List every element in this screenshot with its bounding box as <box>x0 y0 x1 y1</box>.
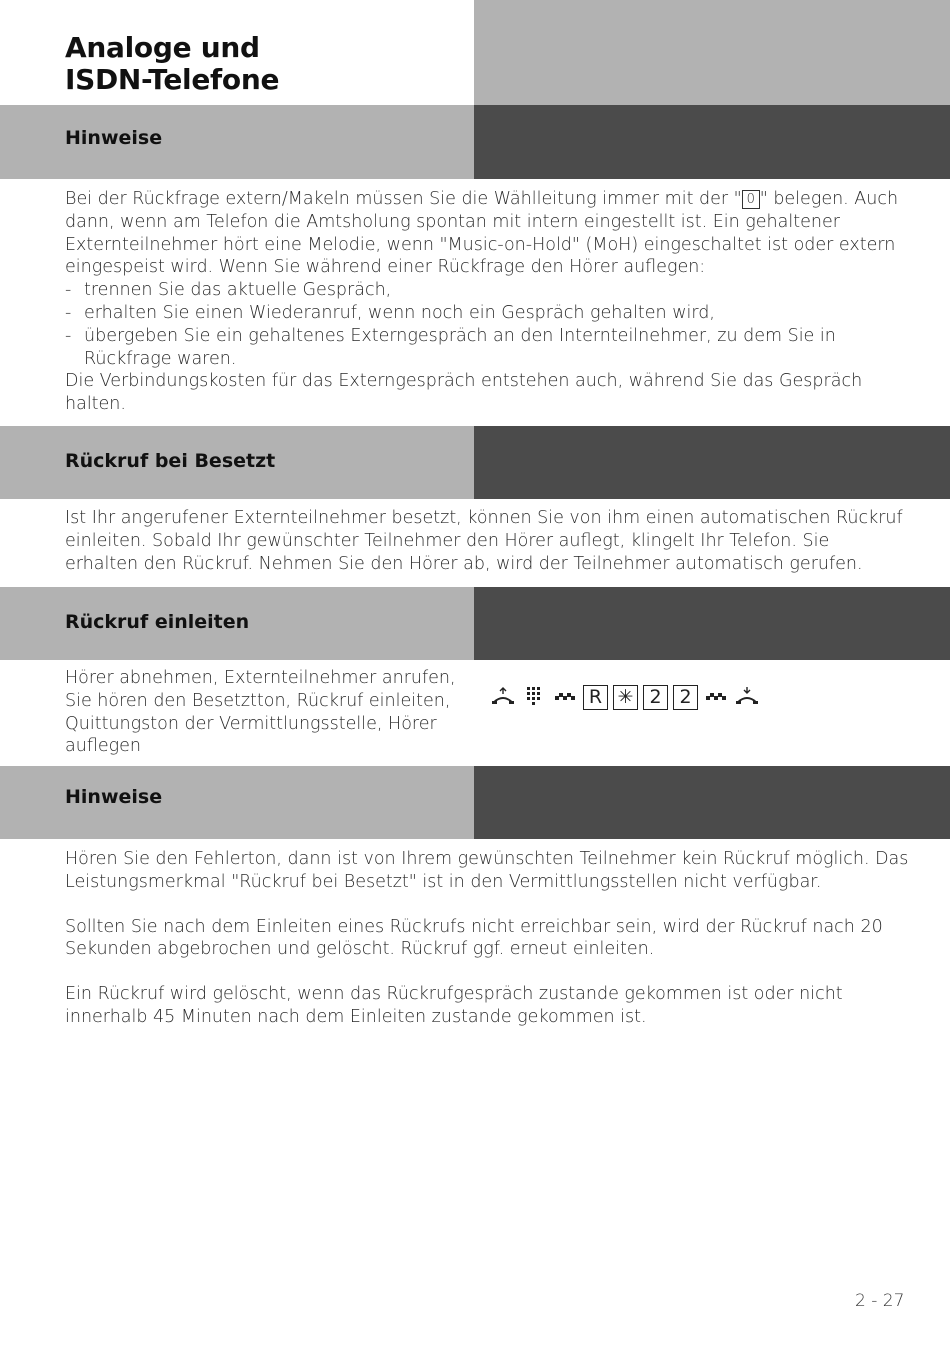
page-title <box>65 32 279 96</box>
section-band-right <box>474 105 950 179</box>
title-line-1: Analoge und <box>65 31 260 64</box>
section-band-right <box>474 766 950 839</box>
key-r: R <box>583 685 608 710</box>
list-item: - erhalten Sie einen Wiederanruf, wenn noch ein Gespräch gehalten wird, <box>65 302 927 325</box>
section-band-right <box>474 587 950 660</box>
section-heading-rueckruf-einleiten: Rückruf einleiten <box>65 611 250 633</box>
intro-text-start: Bei der Rückfrage extern/Makeln müssen Sie die Wählleitung immer mit der " <box>65 189 742 209</box>
bullet-list <box>65 279 927 370</box>
busy-tone-icon <box>552 683 578 711</box>
list-item: - übergeben Sie ein gehaltenes Externgespräch an den Internteilnehmer, zu dem Sie in Rückfrage waren. <box>65 325 927 371</box>
section-text-hinweise-2 <box>65 848 910 1029</box>
list-item: - trennen Sie das aktuelle Gespräch, <box>65 279 927 302</box>
intro-text-end: " belegen. Auch dann, wenn am Telefon die Amtsholung spontan mit intern eingestellt ist. Ein gehaltener Externteilnehmer hört eine Melodie, wenn "Music-on-Hold" (MoH) eingeschaltet ist oder extern eingespeist wird. Wenn Sie während einer Rückfrage den Hörer auflegen: <box>65 189 899 278</box>
busy-tone-icon <box>703 683 729 711</box>
key-zero: 0 <box>742 190 760 209</box>
paragraph: Ein Rückruf wird gelöscht, wenn das Rückrufgespräch zustande gekommen ist oder nicht innerhalb 45 Minuten nach dem Einleiten zustande gekommen ist. <box>65 984 843 1027</box>
section-band-right <box>474 426 950 499</box>
keypad-icon <box>521 683 547 711</box>
header-band <box>474 0 950 105</box>
section-text-rueckruf-bei-besetzt: Ist Ihr angerufener Externteilnehmer besetzt, können Sie von ihm einen automatischen Rückruf einleiten. Sobald Ihr gewünschter Teilnehmer den Hörer auflegt, klingelt Ihr Telefon. Sie erhalten den Rückruf. Nehmen Sie den Hörer ab, wird der Teilnehmer automatisch gerufen. <box>65 508 903 574</box>
handset-down-icon <box>734 683 760 711</box>
title-line-2: ISDN-Telefone <box>65 63 280 96</box>
section-heading-hinweise: Hinweise <box>65 127 163 149</box>
instruction-text: Hörer abnehmen, Externteilnehmer anrufen, Sie hören den Besetztton, Rückruf einleiten, Quittungston der Vermittlungsstelle, Hörer auflegen <box>65 668 456 757</box>
key-2: 2 <box>643 685 668 710</box>
handset-lift-icon <box>490 683 516 711</box>
section-heading-hinweise-2: Hinweise <box>65 786 163 808</box>
key-sequence <box>490 682 760 712</box>
section-text-hinweise <box>65 188 927 416</box>
closing-text: Die Verbindungskosten für das Externgespräch entstehen auch, während Sie das Gespräch halten. <box>65 371 863 415</box>
key-star: ✳ <box>613 685 638 710</box>
key-2: 2 <box>673 685 698 710</box>
paragraph: Sollten Sie nach dem Einleiten eines Rückrufs nicht erreichbar sein, wird der Rückruf nach 20 Sekunden abgebrochen und gelöscht. Rückruf ggf. erneut einleiten. <box>65 916 883 960</box>
section-heading-rueckruf-bei-besetzt: Rückruf bei Besetzt <box>65 450 276 472</box>
paragraph: Hören Sie den Fehlerton, dann ist von Ihrem gewünschten Teilnehmer kein Rückruf möglich. Das Leistungsmerkmal "Rückruf bei Besetzt" ist in den Vermittlungsstellen nicht verfügbar. <box>65 849 909 892</box>
page-number: 2 - 27 <box>855 1291 905 1311</box>
